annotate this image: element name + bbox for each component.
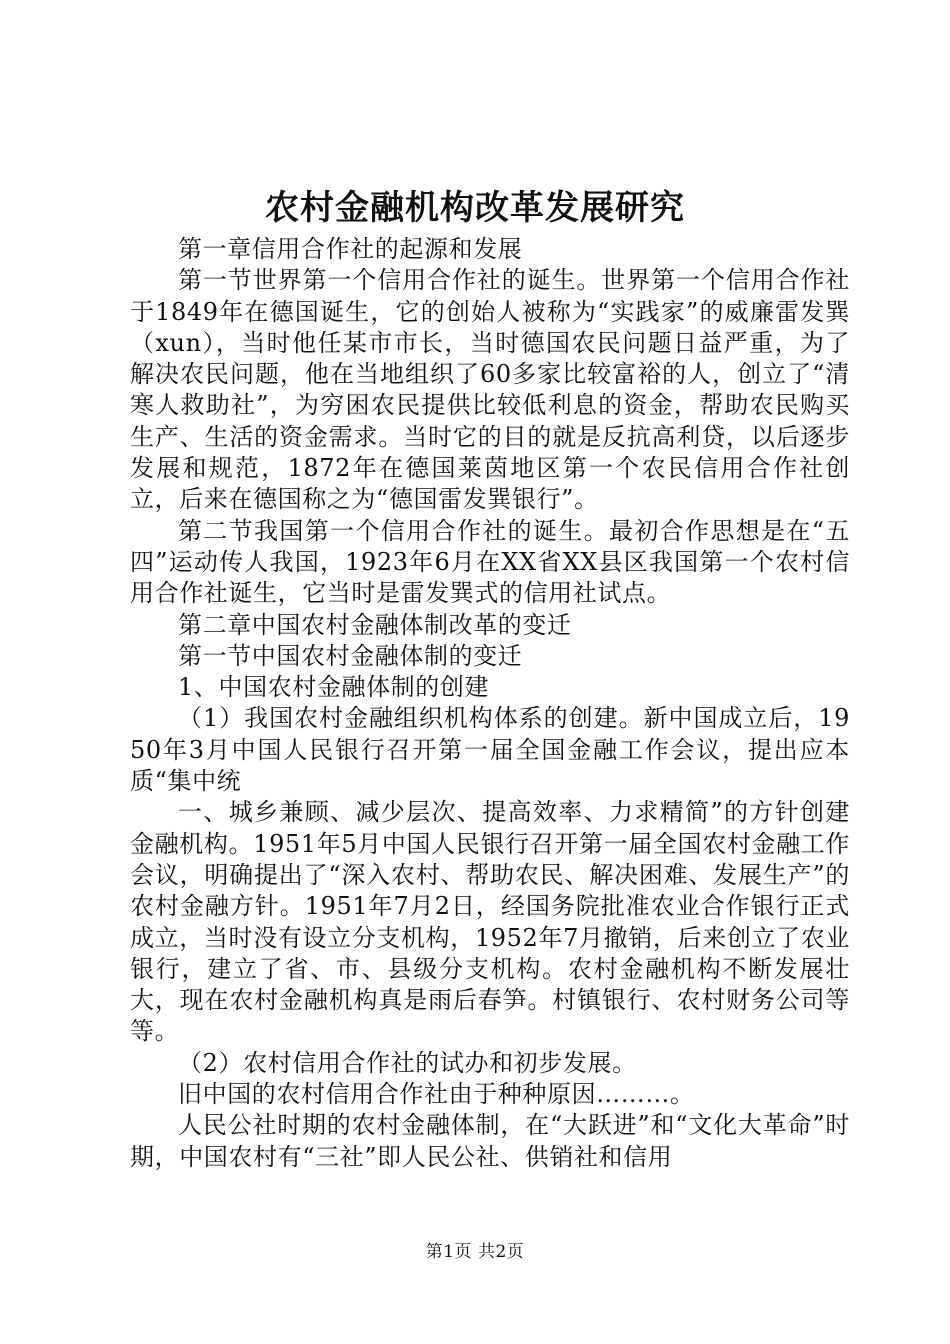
chapter-heading: 第二章中国农村金融体制改革的变迁 — [178, 610, 572, 639]
body-paragraph: 旧中国的农村信用合作社由于种种原因………。 — [178, 1080, 695, 1109]
subsection-heading: 1、中国农村金融体制的创建 — [178, 673, 490, 702]
body-paragraph: （2）农村信用合作社的试办和初步发展。 — [178, 1048, 637, 1077]
body-paragraph: 一、城乡兼顾、减少层次、提高效率、力求精简”的方针创建金融机构。1951年5月中国人民银行召开第一届全国农村金融工作会议，明确提出了“深入农村、帮助农民、解决困难、发展生产”的农村金融方针。1951年7月2日，经国务院批准农业合作银行正式成立，当时没有设立分支机构，1952年7月撤销，后来创立了农业银行，建立了省、市、县级分支机构。农村金融机构不断发展壮大，现在农村金融机构真是雨后春笋。村镇银行、农村财务公司等等。 — [130, 798, 850, 1046]
document-body — [130, 234, 850, 1173]
page-number-footer: 第1页 共2页 — [425, 1242, 525, 1262]
body-paragraph: （1）我国农村金融组织机构体系的创建。新中国成立后，1950年3月中国人民银行召开第一届全国金融工作会议，提出应本质“集中统 — [130, 704, 850, 796]
body-paragraph: 第二节我国第一个信用合作社的诞生。最初合作思想是在“五四”运动传人我国，1923年6月在XX省XX县区我国第一个农村信用合作社诞生，它当时是雷发巽式的信用社试点。 — [130, 516, 850, 608]
document-title: 农村金融机构改革发展研究 — [265, 188, 685, 228]
body-paragraph: 第一节世界第一个信用合作社的诞生。世界第一个信用合作社于1849年在德国诞生，它的创始人被称为“实践家”的威廉雷发巽（xun），当时他任某市市长，当时德国农民问题日益严重，为了解决农民问题，他在当地组织了60多家比较富裕的人，创立了“清寒人救助社”，为穷困农民提供比较低利息的资金，帮助农民购买生产、生活的资金需求。当时它的目的就是反抗高利贷，以后逐步发展和规范，1872年在德国莱茵地区第一个农民信用合作社创立，后来在德国称之为“德国雷发巽银行”。 — [130, 266, 850, 514]
chapter-heading: 第一章信用合作社的起源和发展 — [178, 235, 523, 263]
section-heading: 第一节中国农村金融体制的变迁 — [178, 641, 523, 670]
body-paragraph: 人民公社时期的农村金融体制，在“大跃进”和“文化大革命”时期，中国农村有“三社”即人民公社、供销社和信用 — [130, 1111, 850, 1171]
